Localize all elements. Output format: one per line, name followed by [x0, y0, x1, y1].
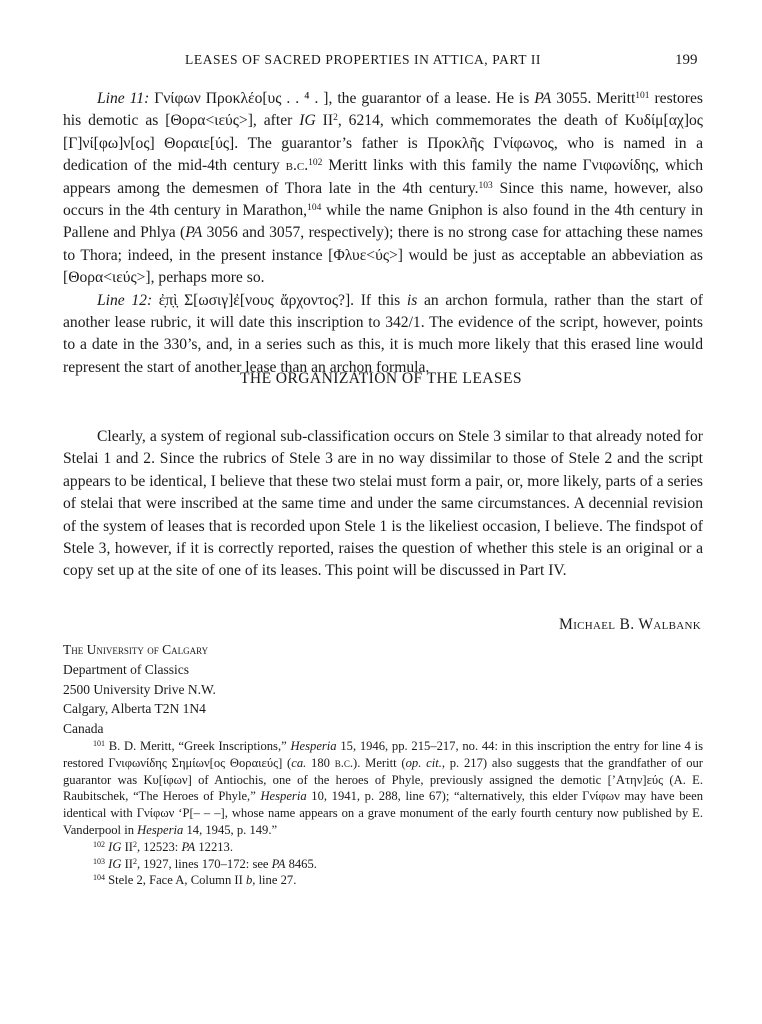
text-run: II	[121, 839, 133, 854]
paragraph-line-12	[63, 290, 703, 380]
text-run: Since this name, however, also occurs in the 4th century in Marathon,	[63, 179, 703, 220]
journal-title: Hesperia	[290, 739, 337, 753]
text-run: 14, 1945, p. 149.”	[183, 822, 278, 837]
text-run: while the name Gniphon is also found in the 4th century in Pallene and Phlya (	[63, 202, 703, 242]
superscript: 2	[133, 856, 137, 866]
footnote-number: 102	[93, 839, 105, 849]
text-run: II	[315, 112, 334, 130]
text-run: 10, 1941, p. 288, line 67); “alternatively, this elder Γνίφων may have been identical with Γνίφων ‘Ρ[– – –], whose name appears on a grave monument of the early fourth century now published by E. Vanderpool in	[63, 789, 703, 837]
text-run: , 6214, which commemorates the death of Κυδίμ[αχ]ος [Γ]νί[φω]ν[ος] Θοραιε[ύς]. The guarantor’s father is Προκλῆς Γνίφωνος, who is named in a dedication of the mid-4th century	[63, 112, 703, 175]
text-run: , line 27.	[252, 873, 297, 888]
author-name: Michael B. Walbank	[559, 616, 701, 633]
abbreviation: op. cit.	[405, 755, 442, 770]
author-affiliation	[63, 640, 463, 739]
page-number: 199	[675, 52, 698, 68]
text-run: Stele 2, Face A, Column II	[105, 873, 246, 888]
text-run: Meritt links with this family the name Γνιφωνίδης, which appears among the demesmen of Thora late in the 4th century.	[63, 157, 703, 197]
text-run: restores his demotic as [Θορα<ιεύς>], after	[63, 90, 703, 130]
section-paragraph: Clearly, a system of regional sub-classification occurs on Stele 3 similar to that already noted for Stelai 1 and 2. Since the rubrics of Stele 3 are in no way dissimilar to those of Stele 2 and the script appears to be identical, I believe that these two stelai must form a pair, or, more likely, parts of a series of stelai that were inscribed at the same time and under the same circumstances. A decennial revision of the system of leases that is recorded upon Stele 1 is the likeliest occasion, I believe. The findspot of Stele 3, however, if it is correctly reported, raises the question of whether this stele is an original or a copy set up at the site of one of its leases. This point will be discussed in Part IV.	[63, 428, 703, 580]
affiliation-city: Calgary, Alberta T2N 1N4	[63, 701, 206, 717]
footnote-101	[63, 738, 703, 839]
paragraph-line-11	[63, 88, 703, 290]
text-run: an archon formula, rather than the start of another lease rubric, it will date this inscription to 342/1. The evidence of the script, however, points to a date in the 330’s, and, in a series such as this, it is much more likely that this erased line would represent the start of another lease than an archon formula.	[63, 291, 703, 376]
affiliation-country: Canada	[63, 721, 104, 737]
footnotes	[63, 738, 703, 889]
line-label: Line 11:	[97, 90, 150, 107]
text-run: 12213.	[195, 839, 233, 854]
superscript: 2	[333, 113, 338, 124]
era-abbreviation: b.c.	[334, 755, 354, 770]
affiliation-street: 2500 University Drive N.W.	[63, 681, 216, 697]
abbreviation: PA	[271, 856, 286, 871]
line-label: Line 12:	[97, 291, 153, 309]
text-run: ἐ̣π̣ὶ̣ Σ[ωσιγ]ἐ[νους ἄρχοντος?]. If this	[152, 291, 407, 309]
emphasis: is	[406, 291, 418, 309]
text-run: Γνίφων Προκλέο[υς . . ⁴ . ], the guarantor of a lease. He is	[149, 90, 535, 107]
running-title: LEASES OF SACRED PROPERTIES IN ATTICA, PART II	[185, 52, 542, 67]
journal-title: Hesperia	[260, 789, 307, 804]
text-run: B. D. Meritt, “Greek Inscriptions,”	[105, 739, 291, 753]
footnote-number: 103	[93, 856, 105, 866]
footnote-number: 101	[93, 739, 105, 748]
abbreviation: PA	[181, 839, 196, 854]
affiliation-university: The University of Calgary	[63, 642, 209, 657]
footnote-102	[63, 839, 703, 856]
text-run: , p. 217) also suggests that the grandfather of our guarantor was Κυ[ίφων] of Antiochis, one of the heroes of Phyle, previously assigned the demotic [’Ατην]εύς (A. E. Raubitschek, “The Heroes of Phyle,”	[63, 755, 703, 804]
footnote-ref[interactable]: 101	[635, 91, 650, 101]
running-head	[0, 52, 762, 72]
text-run: 15, 1946, pp. 215–217, no. 44: in this inscription the entry for line 4 is restored Γνιφωνίδης Σημίων[ος Θοραιεύς] (	[63, 739, 703, 770]
text-run: ). Meritt (	[353, 755, 406, 770]
abbreviation: IG	[108, 856, 122, 871]
section-heading: THE ORGANIZATION OF THE LEASES	[240, 370, 522, 387]
section-text	[63, 426, 703, 583]
affiliation-department: Department of Classics	[63, 661, 189, 677]
text-run: 180	[306, 755, 335, 770]
footnote-ref[interactable]: 104	[307, 203, 322, 214]
era-abbreviation: b.c.	[285, 157, 309, 175]
superscript: 2	[133, 839, 137, 849]
text-run: II	[121, 856, 133, 871]
abbreviation: PA	[185, 224, 203, 242]
text-run: 8465.	[285, 856, 317, 871]
footnote-number: 104	[93, 873, 105, 883]
column-letter: b	[245, 873, 253, 888]
footnote-ref[interactable]: 102	[308, 158, 323, 169]
text-run: 3055. Meritt	[551, 90, 636, 107]
text-run: , 12523:	[137, 839, 182, 854]
abbreviation: IG	[108, 839, 122, 854]
footnote-103	[63, 856, 703, 873]
abbreviation: ca.	[291, 755, 307, 770]
abbreviation: IG	[299, 112, 316, 130]
footnote-104	[63, 872, 703, 889]
text-run: , 1927, lines 170–172: see	[137, 856, 272, 871]
abbreviation: PA	[534, 90, 552, 107]
text-run: 3056 and 3057, respectively); there is no strong case for attaching these names to Thora; indeed, in the present instance [Φλυε<ύς>] would be just as acceptable an abbeviation as [Θορα<ιεύς>], perhaps more so.	[63, 224, 703, 287]
journal-title: Hesperia	[137, 822, 184, 837]
commentary-text	[63, 88, 703, 379]
footnote-ref[interactable]: 103	[478, 180, 493, 191]
